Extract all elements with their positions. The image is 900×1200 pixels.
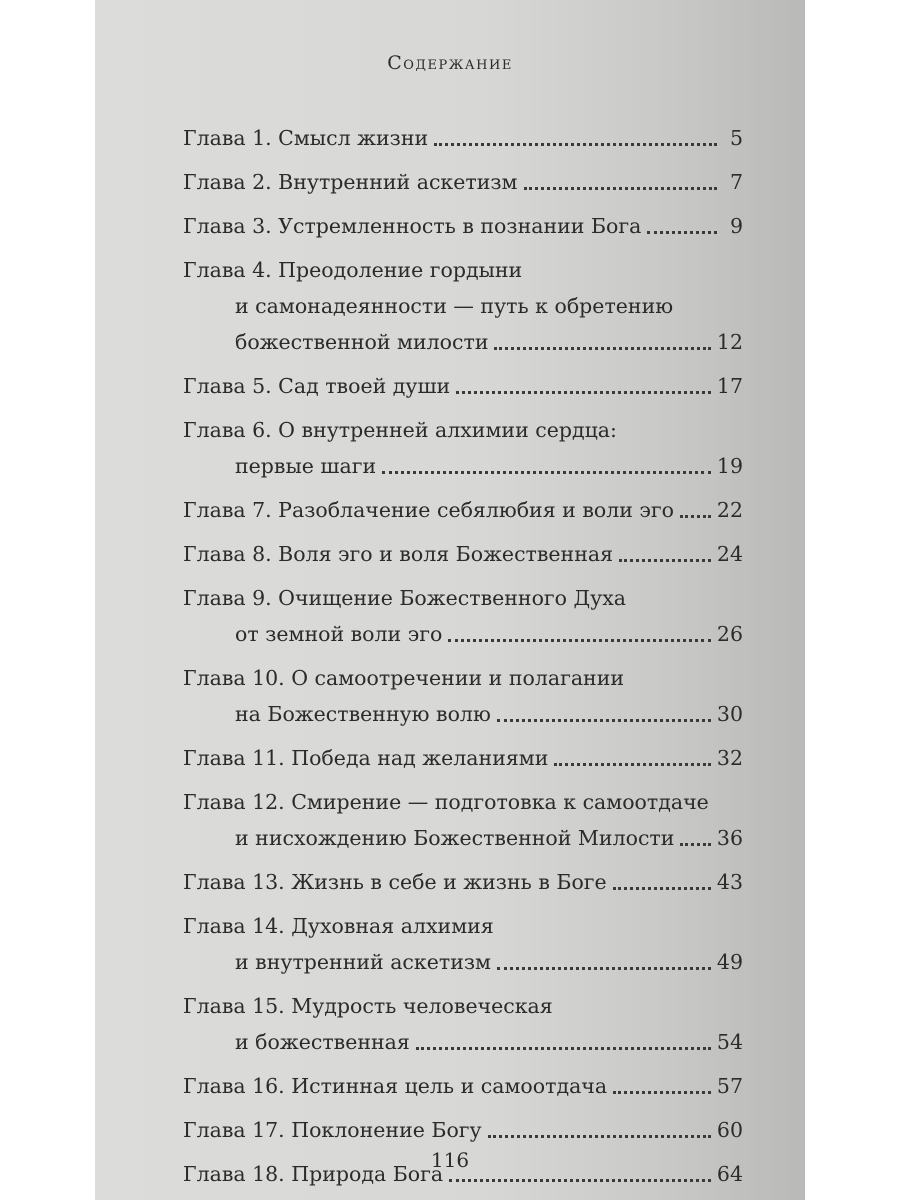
dot-leader — [494, 346, 710, 350]
toc-entry-title: Глава 7. Разоблачение себялюбия и воли эго — [183, 498, 674, 522]
toc-line — [183, 864, 743, 900]
toc-page-number: 22 — [716, 498, 743, 522]
toc-line — [183, 288, 743, 324]
dot-leader — [497, 718, 711, 722]
dot-leader — [488, 1134, 711, 1138]
toc-entry-title: Глава 8. Воля эго и воля Божественная — [183, 542, 614, 566]
toc-line — [183, 660, 743, 696]
toc-entry — [183, 660, 743, 732]
toc-page-number: 57 — [716, 1074, 743, 1098]
toc-entry — [183, 492, 743, 528]
toc-entry — [183, 252, 743, 360]
toc-page-number: 49 — [716, 950, 743, 974]
toc-entry-title: и нисхождению Божественной Милости — [235, 826, 675, 850]
toc-page-number: 32 — [716, 746, 743, 770]
toc-line — [183, 784, 743, 820]
toc-page-number: 60 — [716, 1118, 743, 1142]
toc-entry — [183, 120, 743, 156]
dot-leader — [434, 142, 717, 146]
toc-entry-title: Глава 1. Смысл жизни — [183, 126, 429, 150]
toc-entry-title: Глава 17. Поклонение Богу — [183, 1118, 482, 1142]
toc-line — [183, 252, 743, 288]
toc-entry-title: Глава 10. О самоотречении и полагании — [183, 666, 625, 690]
toc-line — [183, 988, 743, 1024]
toc-line — [183, 1112, 743, 1148]
toc-entry-title: Глава 15. Мудрость человеческая — [183, 994, 553, 1018]
toc-line — [183, 908, 743, 944]
toc-entry-title: Глава 9. Очищение Божественного Духа — [183, 586, 627, 610]
toc-entry-title: Глава 5. Сад твоей души — [183, 374, 451, 398]
toc-page-number: 24 — [716, 542, 743, 566]
toc-page-number: 36 — [716, 826, 743, 850]
book-page — [95, 0, 805, 1200]
toc-page-number: 7 — [729, 170, 743, 194]
toc-line — [183, 1024, 743, 1060]
dot-leader — [554, 762, 711, 766]
dot-leader — [619, 558, 711, 562]
toc-entry-title: Глава 14. Духовная алхимия — [183, 914, 494, 938]
toc-entry-title: Глава 6. О внутренней алхимии сердца: — [183, 418, 617, 442]
page-title: Содержание — [387, 52, 513, 74]
toc-line — [183, 368, 743, 404]
dot-leader — [382, 470, 711, 474]
toc-page-number: 12 — [716, 330, 743, 354]
table-of-contents — [183, 120, 743, 1200]
toc-entry — [183, 908, 743, 980]
dot-leader — [416, 1046, 711, 1050]
dot-leader — [497, 966, 711, 970]
toc-entry-title: Глава 4. Преодоление гордыни — [183, 258, 523, 282]
toc-entry-title: на Божественную волю — [235, 702, 491, 726]
toc-entry — [183, 208, 743, 244]
toc-entry-title: от земной воли эго — [235, 622, 443, 646]
toc-page-number: 19 — [716, 454, 743, 478]
toc-entry-title: Глава 11. Победа над желаниями — [183, 746, 549, 770]
toc-line — [183, 616, 743, 652]
toc-entry-title: и самонадеянности — путь к обретению — [235, 294, 674, 318]
toc-page-number: 5 — [729, 126, 743, 150]
dot-leader — [680, 514, 711, 518]
page-number: 116 — [430, 1148, 470, 1172]
toc-entry — [183, 536, 743, 572]
toc-entry — [183, 1112, 743, 1148]
toc-entry — [183, 864, 743, 900]
toc-page-number: 17 — [716, 374, 743, 398]
toc-entry-title: божественной милости — [235, 330, 489, 354]
toc-entry-title: Глава 12. Смирение — подготовка к самоотдаче — [183, 790, 709, 814]
toc-page-number: 26 — [716, 622, 743, 646]
toc-entry — [183, 784, 743, 856]
dot-leader — [680, 842, 710, 846]
toc-entry-title: Глава 16. Истинная цель и самоотдача — [183, 1074, 608, 1098]
toc-line — [183, 820, 743, 856]
toc-entry-title: Глава 3. Устремленность в познании Бога — [183, 214, 642, 238]
toc-entry — [183, 988, 743, 1060]
toc-entry-title: и внутренний аскетизм — [235, 950, 491, 974]
toc-line — [183, 448, 743, 484]
dot-leader — [613, 1090, 711, 1094]
toc-line — [183, 740, 743, 776]
toc-entry-title: Глава 13. Жизнь в себе и жизнь в Боге — [183, 870, 607, 894]
toc-page-number: 43 — [716, 870, 743, 894]
toc-line — [183, 536, 743, 572]
toc-entry-title: Глава 2. Внутренний аскетизм — [183, 170, 518, 194]
toc-line — [183, 412, 743, 448]
dot-leader — [448, 638, 711, 642]
toc-page-number: 64 — [716, 1162, 743, 1186]
toc-entry — [183, 1068, 743, 1104]
toc-line — [183, 164, 743, 200]
toc-page-number: 9 — [729, 214, 743, 238]
toc-entry — [183, 164, 743, 200]
toc-line — [183, 696, 743, 732]
toc-line — [183, 580, 743, 616]
toc-entry — [183, 580, 743, 652]
toc-entry-title: и божественная — [235, 1030, 410, 1054]
toc-entry-title: Глава 18. Природа Бога — [183, 1162, 444, 1186]
toc-line — [183, 208, 743, 244]
toc-line — [183, 944, 743, 980]
toc-entry — [183, 740, 743, 776]
toc-entry — [183, 412, 743, 484]
toc-page-number: 54 — [716, 1030, 743, 1054]
toc-line — [183, 120, 743, 156]
toc-line — [183, 324, 743, 360]
dot-leader — [613, 886, 711, 890]
dot-leader — [647, 230, 717, 234]
dot-leader — [524, 186, 717, 190]
toc-entry — [183, 368, 743, 404]
toc-entry-title: первые шаги — [235, 454, 377, 478]
toc-line — [183, 1068, 743, 1104]
dot-leader — [449, 1178, 711, 1182]
toc-page-number: 30 — [716, 702, 743, 726]
dot-leader — [456, 390, 711, 394]
toc-line — [183, 492, 743, 528]
